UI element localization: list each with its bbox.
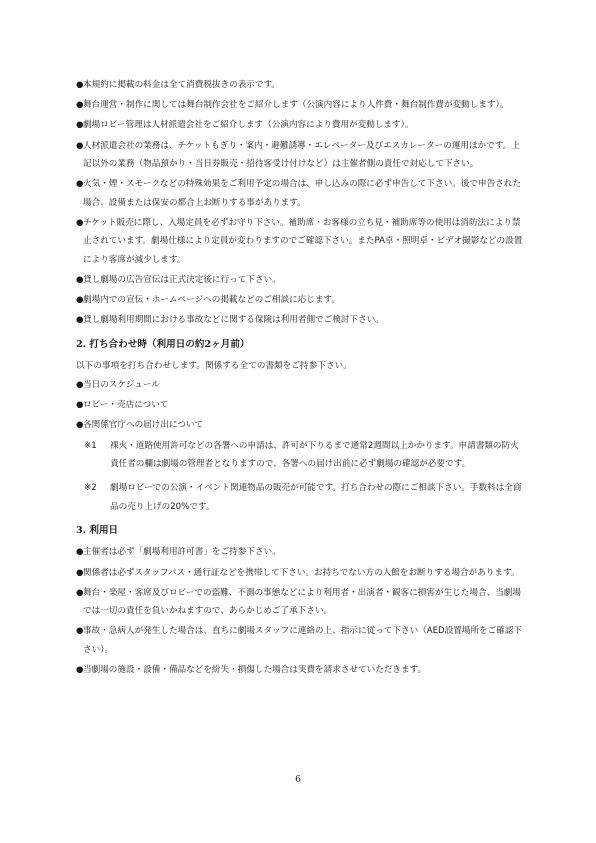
section2-notes xyxy=(76,437,526,517)
list-item xyxy=(76,543,526,561)
document-body xyxy=(76,76,526,681)
list-item xyxy=(76,564,526,582)
section2-list xyxy=(76,376,526,435)
note-text: 劇場ロビーでの公演・イベント関連物品の販売が可能です。打ち合わせの際にご相談下さい。手数料は全商品の売り上げの20%です。 xyxy=(110,483,522,512)
list-item xyxy=(76,96,526,114)
list-item xyxy=(76,396,526,414)
page-number: 6 xyxy=(295,775,301,785)
bullet-mark: ● xyxy=(76,587,84,598)
list-item-text: 主催者は必ず「劇場利用許可書」をご持参下さい。 xyxy=(83,547,281,558)
section2-heading: 2. 打ち合わせ時（利用日の約2ヶ月前） xyxy=(76,338,250,350)
bullet-mark: ● xyxy=(76,420,84,431)
list-item xyxy=(76,214,526,269)
list-item xyxy=(76,311,526,329)
bullet-mark: ● xyxy=(76,315,84,326)
list-item-text: 舞台運営・制作に関しては舞台制作会社をご紹介します（公演内容により人件費・舞台制作費が変動します）。 xyxy=(83,100,509,111)
section3-heading: 3. 利用日 xyxy=(76,525,119,537)
list-item xyxy=(76,622,526,659)
bullet-mark: ● xyxy=(76,664,84,675)
note-text: 裸火・道路使用許可などの各署への申請は、許可が下りるまで通常2週間以上かかります。申請書類の防火責任者の欄は劇場の管理者となりますので、各署への届け出前に必ず劇場の確認が必要です。 xyxy=(110,440,519,470)
list-item-text: 舞台・楽屋・客席及びロビーでの盗難、不測の事態などにより利用者・出演者・観客に損害が生じた場合、当劇場では一切の責任を負いかねますので、あらかじめご了承下さい。 xyxy=(83,587,521,617)
note-item xyxy=(76,479,526,516)
bullet-mark: ● xyxy=(76,120,84,131)
list-item xyxy=(76,271,526,289)
list-item-text: ロビー・売店について xyxy=(83,400,169,411)
list-item xyxy=(76,116,526,134)
list-item-text: 火気・煙・スモークなどの特殊効果をご利用予定の場合は、申し込みの際に必ず申告して下さい。後で申告された場合、設備または保安の都合上お断りする事があります。 xyxy=(83,179,521,208)
bullet-mark: ● xyxy=(76,80,84,90)
list-item xyxy=(76,137,526,174)
list-item xyxy=(76,175,526,212)
list-item xyxy=(76,76,526,94)
list-item-text: 関係者は必ずスタッフパス・通行証などを携帯して下さい。お持ちでない方の入館をお断りする場合があります。 xyxy=(83,567,520,578)
list-item xyxy=(76,661,526,679)
list-item-text: 当日のスケジュール xyxy=(83,380,160,391)
bullet-mark: ● xyxy=(76,217,84,228)
list-item xyxy=(76,584,526,621)
bullet-mark: ● xyxy=(76,295,84,306)
list-item-text: 当劇場の施設・設備・備品などを紛失・損傷した場合は実費を請求させていただきます。 xyxy=(83,664,427,675)
note-item xyxy=(76,437,526,474)
list-item xyxy=(76,416,526,434)
bullet-mark: ● xyxy=(76,100,84,111)
bullet-mark: ● xyxy=(76,140,84,151)
list-item-text: 劇場内での宣伝・ホームページへの掲載などのご相談に応じます。 xyxy=(83,295,340,306)
list-item-text: チケット販売に際し、入場定員を必ずお守り下さい。補助席・お客様の立ち見・補助席等の使用は消防法により禁止されています。劇場仕様により定員が変わりますのでご確認下さい。またPA卓・照明卓・ビデオ撮影などの設置により客席が減少します。 xyxy=(83,217,523,265)
list-item-text: 貸し劇場利用期間における事故などに関する保険は利用者側でご検討下さい。 xyxy=(83,315,384,326)
section3-list xyxy=(76,543,526,679)
list-item xyxy=(76,291,526,309)
bullet-mark: ● xyxy=(76,626,84,637)
bullet-mark: ● xyxy=(76,400,84,411)
bullet-mark: ● xyxy=(76,380,84,391)
bullet-mark: ● xyxy=(76,547,84,558)
list-item xyxy=(76,376,526,394)
list-item-text: 各関係官庁への届け出について xyxy=(83,420,204,431)
bullet-mark: ● xyxy=(76,567,84,578)
section1-list xyxy=(76,76,526,330)
list-item-text: 貸し劇場の広告宣伝は正式決定後に行って下さい。 xyxy=(83,274,281,285)
note-label: ※2 xyxy=(84,483,97,494)
note-label: ※1 xyxy=(84,440,97,451)
list-item-text: 本規約に掲載の料金は全て消費税抜きの表示です。 xyxy=(83,80,280,90)
section2-intro: 以下の事項を打ち合わせします。関係する全ての書類をご持参下さい。 xyxy=(76,360,352,371)
list-item-text: 人材派遣会社の業務は、チケットもぎり・案内・避難誘導・エレベーター及びエスカレーターの運用ほかです。上記以外の業務（物品預かり・当日券販売・招待客受け付けなど）は主催者側の責任で対応して下さい。 xyxy=(83,140,520,170)
bullet-mark: ● xyxy=(76,274,84,285)
list-item-text: 劇場ロビー管理は人材派遣会社をご紹介します（公演内容により費用が変動します）。 xyxy=(83,120,414,131)
list-item-text: 事故・急病人が発生した場合は、直ちに劇場スタッフに連絡の上、指示に従って下さい（AED設置場所をご確認下さい）。 xyxy=(83,626,523,655)
bullet-mark: ● xyxy=(76,179,84,190)
